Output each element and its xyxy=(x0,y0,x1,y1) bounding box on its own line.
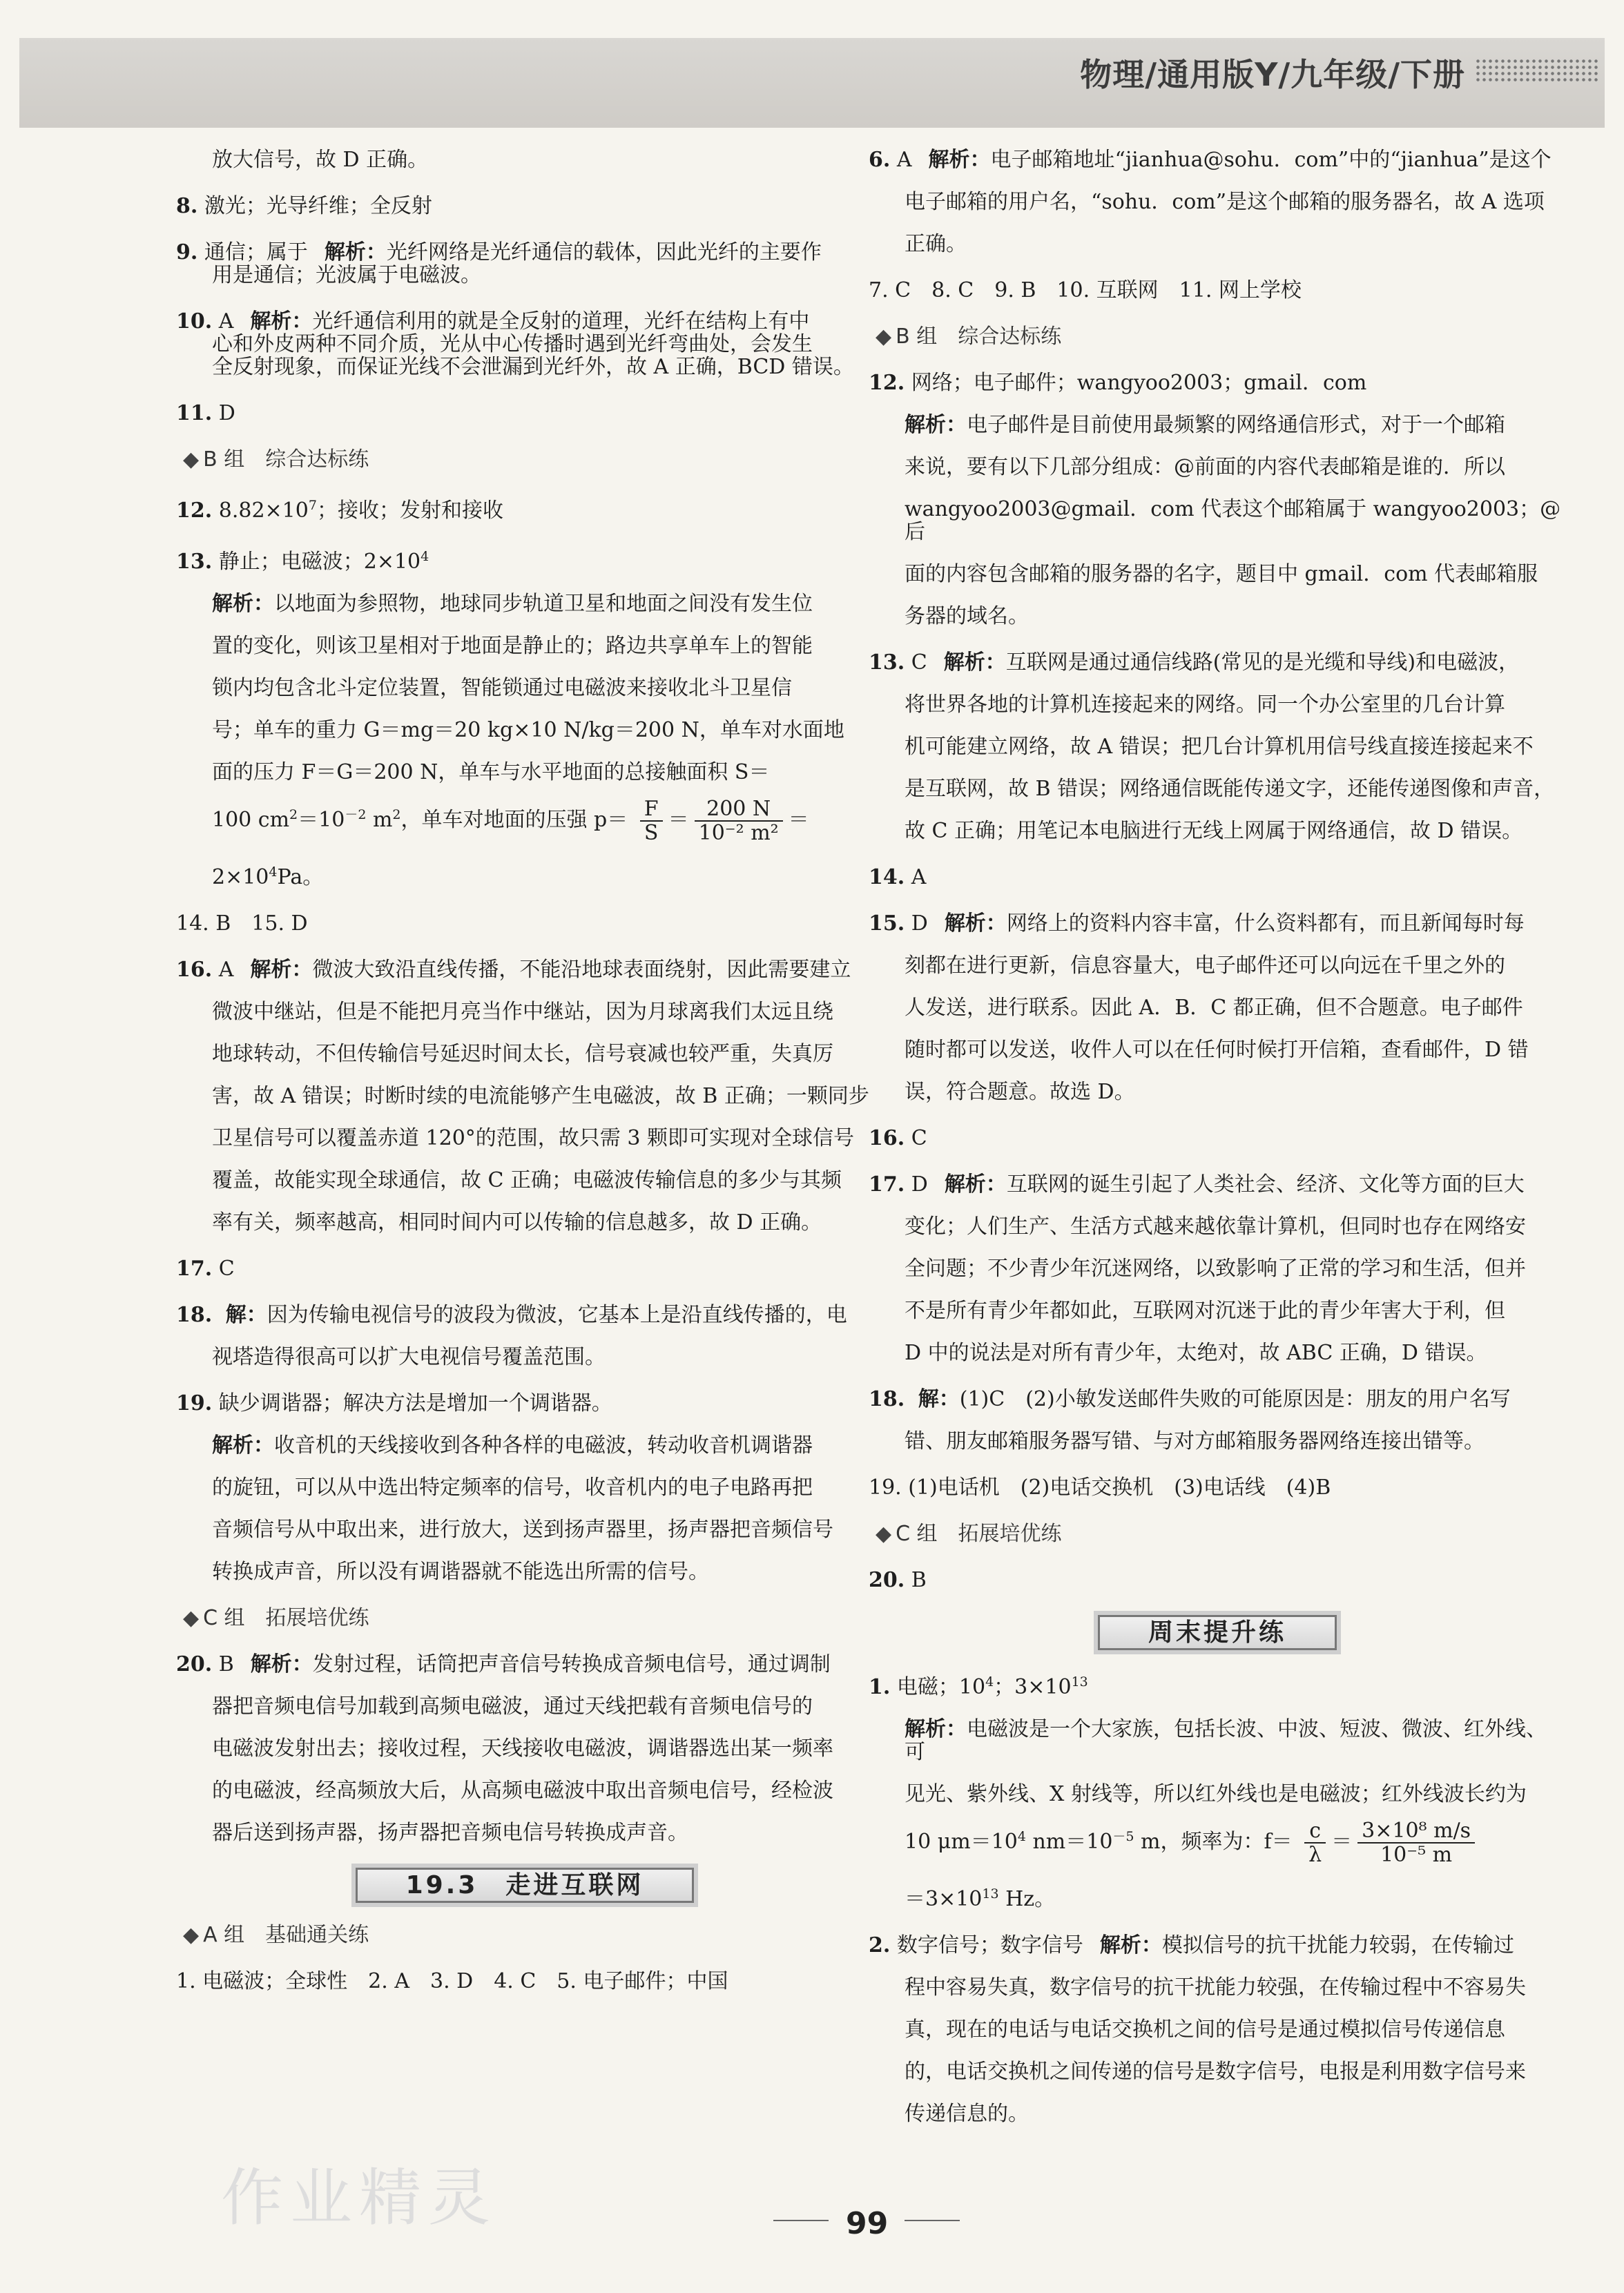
analysis-label: 解析： xyxy=(250,958,313,982)
exponent: 4 xyxy=(985,1674,994,1690)
analysis-text: 见光、紫外线、X 射线等，所以红外线也是电磁波；红外线波长约为 xyxy=(905,1782,1527,1806)
exponent: －2 xyxy=(345,807,367,822)
answer-number: 19. xyxy=(176,1391,213,1415)
formula-text: ＝3×10 xyxy=(905,1887,983,1911)
analysis-text: 地球转动，不但传输信号延迟时间太长，信号衰减也较严重，失真厉 xyxy=(212,1042,833,1066)
answer-text: C xyxy=(911,1126,927,1150)
fraction xyxy=(695,797,783,844)
answer-text: 激光；光导纤维；全反射 xyxy=(204,194,432,218)
analysis-text: 正确。 xyxy=(905,232,967,256)
analysis-label: 解析： xyxy=(905,1717,967,1741)
analysis-text: 电子邮箱地址“jianhua@sohu．com”中的“jianhua”是这个 xyxy=(990,148,1552,172)
page-number-dash-left xyxy=(773,2220,829,2221)
group-heading-c xyxy=(176,1607,873,1629)
pressure-formula-line: 100 $cm^2=10^{-2}$ $m^2$，单车对地面的压强 p＝ $\frac{F}{S}$ ＝ $\frac{200 N}{\text{10⁻² m²}}$ ＝ xyxy=(212,797,809,845)
answer-19: 19. (1)电话机 (2)电话交换机 (3)电话线 (4)B xyxy=(869,1476,1331,1500)
analysis-text: 误，符合题意。故选 D。 xyxy=(905,1080,1135,1104)
solution-text: (1)C (2)小敏发送邮件失败的可能原因是：朋友的用户名写 xyxy=(959,1387,1511,1411)
analysis-text: 人发送，进行联系。因此 A．B．C 都正确，但不合题意。电子邮件 xyxy=(905,996,1523,1020)
analysis-label: 解析： xyxy=(250,309,313,333)
answer-text: B xyxy=(911,1568,927,1592)
answer-number: 20. xyxy=(869,1568,905,1592)
answer-number: 15. xyxy=(869,911,905,936)
answer-number: 11. xyxy=(176,401,213,425)
group-title: C 组 拓展培优练 xyxy=(896,1522,1062,1546)
solution-text: 错、朋友邮箱服务器写错、与对方邮箱服务器网络连接出错等。 xyxy=(905,1429,1485,1453)
denominator: 10⁻⁵ m xyxy=(1380,1843,1453,1867)
diamond-icon: ◆ xyxy=(876,325,892,349)
section-banner-wrap xyxy=(176,1868,873,1903)
numerator: 200 N xyxy=(695,797,783,822)
analysis-text: 转换成声音，所以没有调谐器就不能选出所需的信号。 xyxy=(212,1560,709,1584)
analysis-text: 器后送到扬声器，扬声器把音频电信号转换成声音。 xyxy=(212,1821,688,1845)
diamond-icon: ◆ xyxy=(183,1923,200,1947)
answer-14 xyxy=(869,866,1566,889)
exponent: 4 xyxy=(420,549,429,564)
answer-7-11: 7. C 8. C 9. B 10. 互联网 11. 网上学校 xyxy=(869,278,1302,302)
exponent: 2 xyxy=(289,807,298,822)
answer-text: D xyxy=(911,1172,928,1197)
analysis-text: 随时都可以发送，收件人可以在任何时候打开信箱，查看邮件，D 错 xyxy=(905,1038,1529,1062)
header-dots xyxy=(1475,58,1599,81)
section-banner: 19.3 走进互联网 xyxy=(356,1868,695,1903)
analysis-text: 机可能建立网络，故 A 错误；把几台计算机用信号线直接连接起来不 xyxy=(905,735,1534,759)
analysis-text: 的旋钮，可以从中选出特定频率的信号，收音机内的电子电路再把 xyxy=(212,1476,813,1500)
answer-18 xyxy=(176,1304,873,1368)
group-heading-b xyxy=(176,448,873,471)
answer-text: A xyxy=(911,865,927,889)
answer-number: 13. xyxy=(869,650,905,675)
analysis-text: 故 C 正确；用笔记本电脑进行无线上网属于网络通信，故 D 错误。 xyxy=(905,819,1523,843)
watermark: 作业精灵 xyxy=(221,2162,497,2234)
answer-number: 17. xyxy=(176,1257,213,1281)
exponent: 13 xyxy=(982,1886,999,1902)
analysis-text: 互联网是通过通信线路(常见的是光缆和导线)和电磁波， xyxy=(1005,650,1520,675)
analysis-text: 刻都在进行更新，信息容量大，电子邮件还可以向远在千里之外的 xyxy=(905,954,1505,978)
analysis-text: 卫星信号可以覆盖赤道 120°的范围，故只需 3 颗即可实现对全球信号 xyxy=(212,1126,854,1150)
analysis-text: 电子邮箱的用户名，“sohu．com”是这个邮箱的服务器名，故 A 选项 xyxy=(905,190,1545,214)
answer-text: 网络；电子邮件；wangyoo2003；gmail．com xyxy=(911,371,1367,395)
answer-text: D xyxy=(911,911,928,936)
weekend-answer-1 xyxy=(869,1671,1566,1910)
analysis-text: 以地面为参照物，地球同步轨道卫星和地面之间没有发生位 xyxy=(274,592,813,616)
answer-20 xyxy=(176,1653,873,1844)
denominator: λ xyxy=(1308,1843,1322,1867)
analysis-text: 的，电话交换机之间传递的信号是数字信号，电报是利用数字信号来 xyxy=(905,2060,1526,2084)
answer-text: C xyxy=(218,1257,235,1281)
diamond-icon: ◆ xyxy=(183,447,200,472)
analysis-text: 不是所有青少年都如此，互联网对沉迷于此的青少年害大于利，但 xyxy=(905,1299,1505,1323)
answer-17 xyxy=(176,1257,873,1280)
answer-number: 13. xyxy=(176,550,213,574)
answer-16 xyxy=(176,958,873,1234)
answer-text: D xyxy=(218,401,235,425)
formula-text: Hz。 xyxy=(998,1887,1056,1911)
group-title: A 组 基础通关练 xyxy=(203,1923,369,1947)
answer-number: 10. xyxy=(176,309,213,333)
answer-text: 8.82×10 xyxy=(218,499,309,523)
page-number-dash-right xyxy=(905,2220,960,2221)
exponent: 4 xyxy=(1017,1829,1026,1844)
exponent: 13 xyxy=(1071,1674,1088,1690)
answer-number: 8. xyxy=(176,194,198,218)
analysis-text: 器把音频电信号加载到高频电磁波，通过天线把载有音频电信号的 xyxy=(212,1694,813,1719)
answer-text: ；接收；发射和接收 xyxy=(316,499,503,523)
answer-14-15: 14. B 15. D xyxy=(176,911,308,936)
exponent: －5 xyxy=(1112,1829,1134,1844)
answer-number: 14. xyxy=(869,865,905,889)
exponent: 4 xyxy=(269,864,278,880)
analysis-text: 面的内容包含邮箱的服务器的名字，题目中 gmail．com 代表邮箱服 xyxy=(905,562,1538,586)
solution-label: 解： xyxy=(918,1387,960,1411)
analysis-text: 率有关，频率越高，相同时间内可以传输的信息越多，故 D 正确。 xyxy=(212,1210,822,1235)
answer-text: ；3×10 xyxy=(994,1675,1072,1699)
group-heading-a xyxy=(176,1924,873,1946)
analysis-label: 解析： xyxy=(905,413,967,437)
analysis-label: 解析： xyxy=(212,592,274,616)
answer-1-5: 1. 电磁波；全球性 2. A 3. D 4. C 5. 电子邮件；中国 xyxy=(176,1969,728,1993)
answer-16 xyxy=(869,1127,1566,1150)
analysis-text: 变化；人们生产、生活方式越来越依靠计算机，但同时也存在网络安 xyxy=(905,1215,1526,1239)
answer-12 xyxy=(176,494,873,522)
formula-text: m xyxy=(366,808,393,832)
fraction xyxy=(1357,1819,1475,1866)
analysis-text: D 中的说法是对所有青少年，太绝对，故 ABC 正确，D 错误。 xyxy=(905,1341,1487,1365)
analysis-text: 全问题；不少青少年沉迷网络，以致影响了正常的学习和生活，但并 xyxy=(905,1257,1526,1281)
denominator: 10⁻² m² xyxy=(698,821,779,845)
answer-10 xyxy=(176,310,873,378)
analysis-text: 的电磁波，经高频放大后，从高频电磁波中取出音频电信号，经检波 xyxy=(212,1779,833,1803)
answer-15 xyxy=(869,912,1566,1103)
left-column xyxy=(176,148,873,2016)
answer-number: 18. xyxy=(869,1387,905,1411)
answer-text: 通信；属于 xyxy=(204,240,308,264)
analysis-text: 微波大致沿直线传播，不能沿地球表面绕射，因此需要建立 xyxy=(312,958,851,982)
answer-number: 17. xyxy=(869,1172,905,1197)
analysis-label: 解析： xyxy=(928,148,991,172)
answer-number: 2. xyxy=(869,1933,891,1957)
answer-text: A xyxy=(218,309,234,333)
group-title: B 组 综合达标练 xyxy=(896,325,1062,349)
answer-number: 1. xyxy=(869,1675,891,1699)
formula-text: 10 μm＝10 xyxy=(905,1830,1018,1854)
analysis-text: 音频信号从中取出来，进行放大，送到扬声器里，扬声器把音频信号 xyxy=(212,1518,833,1542)
analysis-text: 号；单车的重力 G＝mg＝20 kg×10 N/kg＝200 N，单车对水面地 xyxy=(212,718,844,742)
weekend-answer-2 xyxy=(869,1934,1566,2125)
section-banner-wrap xyxy=(869,1615,1566,1650)
fraction xyxy=(640,797,663,844)
analysis-label: 解析： xyxy=(944,911,1007,936)
diamond-icon: ◆ xyxy=(183,1606,200,1630)
answer-8 xyxy=(176,195,873,217)
group-title: C 组 拓展培优练 xyxy=(203,1606,369,1630)
analysis-text: 务器的域名。 xyxy=(905,604,1029,628)
answer-text: B xyxy=(218,1652,234,1676)
formula-text: nm＝10 xyxy=(1025,1830,1113,1854)
exponent: 7 xyxy=(308,498,317,513)
analysis-text: 用是通信；光波属于电磁波。 xyxy=(212,263,481,287)
answer-number: 9. xyxy=(176,240,198,264)
section-banner: 周末提升练 xyxy=(1098,1615,1337,1650)
analysis-text: 光纤网络是光纤通信的载体，因此光纤的主要作 xyxy=(386,240,822,264)
answer-text: 电磁；10 xyxy=(896,1675,986,1699)
answer-text: 缺少调谐器；解决方法是增加一个调谐器。 xyxy=(218,1391,612,1415)
analysis-label: 解析： xyxy=(212,1433,274,1458)
group-heading-c xyxy=(869,1522,1566,1545)
analysis-text: 光纤通信利用的就是全反射的道理，光纤在结构上有中 xyxy=(312,309,810,333)
answer-20 xyxy=(869,1569,1566,1591)
answer-text: C xyxy=(911,650,927,675)
analysis-label: 解析： xyxy=(944,1172,1007,1197)
group-heading-b xyxy=(869,325,1566,348)
page-number: 99 xyxy=(846,2206,889,2241)
solution-text: 因为传输电视信号的波段为微波，它基本上是沿直线传播的，电 xyxy=(267,1303,847,1327)
analysis-text: 传递信息的。 xyxy=(905,2102,1029,2126)
answer-text: 静止；电磁波；2×10 xyxy=(218,550,421,574)
denominator: S xyxy=(644,821,659,845)
answer-number: 6. xyxy=(869,148,891,172)
answer-number: 12. xyxy=(869,371,905,395)
analysis-text: 模拟信号的抗干扰能力较弱，在传输过 xyxy=(1161,1933,1514,1957)
diamond-icon: ◆ xyxy=(876,1522,892,1546)
analysis-text: 电磁波发射出去；接收过程，天线接收电磁波，调谐器选出某一频率 xyxy=(212,1736,833,1761)
answer-number: 18. xyxy=(176,1303,213,1327)
fraction xyxy=(1304,1819,1326,1866)
analysis-text: 锁内均包含北斗定位装置，智能锁通过电磁波来接收北斗卫星信 xyxy=(212,676,792,700)
solution-label: 解： xyxy=(225,1303,267,1327)
analysis-text: 互联网的诞生引起了人类社会、经济、文化等方面的巨大 xyxy=(1006,1172,1525,1197)
analysis-label: 解析： xyxy=(1099,1933,1162,1957)
answer-17 xyxy=(869,1173,1566,1364)
numerator: F xyxy=(640,797,663,822)
frequency-formula-line: 10 $\mu m=10^4$ $nm=10^{-5}$ m，频率为：f＝ $\frac{c}{\lambda}$ ＝ $\frac{\text{3×10⁸ m/s}}{\text{10⁻⁵ m}}$ xyxy=(869,1819,1566,1866)
answer-6 xyxy=(869,148,1566,255)
analysis-text: 面的压力 F＝G＝200 N，单车与水平地面的总接触面积 S＝ xyxy=(212,760,770,784)
formula-text: 100 cm xyxy=(212,808,290,832)
exponent: 2 xyxy=(392,807,401,822)
answer-9 xyxy=(176,241,873,287)
header-title: 物理/通用版Y/九年级/下册 xyxy=(1080,56,1465,93)
answer-text: A xyxy=(218,958,234,982)
analysis-text: 是互联网，故 B 错误；网络通信既能传递文字，还能传递图像和声音， xyxy=(905,777,1555,801)
analysis-label: 解析： xyxy=(324,240,387,264)
group-title: B 组 综合达标练 xyxy=(203,447,369,472)
answer-text: A xyxy=(896,148,912,172)
answer-line: 放大信号，故 D 正确。 xyxy=(212,148,429,172)
analysis-text: 电磁波是一个大家族，包括长波、中波、短波、微波、红外线、可 xyxy=(905,1717,1547,1764)
analysis-text: 微波中继站，但是不能把月亮当作中继站，因为月球离我们太远且绕 xyxy=(212,1000,833,1024)
answer-18 xyxy=(869,1388,1566,1453)
formula-text: m，频率为：f＝ xyxy=(1134,1830,1293,1854)
answer-number: 16. xyxy=(176,958,213,982)
formula-text: 2×10 xyxy=(212,865,269,889)
analysis-text: 全反射现象，而保证光线不会泄漏到光纤外，故 A 正确，BCD 错误。 xyxy=(212,355,854,379)
answer-19 xyxy=(176,1392,873,1583)
analysis-text: 程中容易失真，数字信号的抗干扰能力较强，在传输过程中不容易失 xyxy=(905,1975,1526,2000)
analysis-text: 电子邮件是目前使用最频繁的网络通信形式，对于一个邮箱 xyxy=(967,413,1505,437)
numerator: 3×10⁸ m/s xyxy=(1357,1819,1475,1844)
analysis-text: 发射过程，话筒把声音信号转换成音频电信号，通过调制 xyxy=(312,1652,831,1676)
analysis-text: 网络上的资料内容丰富，什么资料都有，而且新闻每时每 xyxy=(1006,911,1525,936)
answer-number: 16. xyxy=(869,1126,905,1150)
analysis-label: 解析： xyxy=(943,650,1006,675)
formula-text: Pa。 xyxy=(277,865,324,889)
analysis-text: 真，现在的电话与电话交换机之间的信号是通过模拟信号传递信息 xyxy=(905,2018,1505,2042)
analysis-text: 置的变化，则该卫星相对于地面是静止的；路边共享单车上的智能 xyxy=(212,634,813,658)
numerator: c xyxy=(1304,1819,1326,1844)
analysis-label: 解析： xyxy=(250,1652,313,1676)
answer-number: 12. xyxy=(176,499,213,523)
answer-11 xyxy=(176,402,873,425)
answer-13 xyxy=(176,545,873,889)
formula-text: ，单车对地面的压强 p＝ xyxy=(400,808,628,832)
analysis-text: wangyoo2003@gmail．com 代表这个邮箱属于 wangyoo2003；@后 xyxy=(905,497,1561,544)
answer-number: 20. xyxy=(176,1652,213,1676)
solution-text: 视塔造得很高可以扩大电视信号覆盖范围。 xyxy=(212,1345,606,1369)
analysis-text: 害，故 A 错误；时断时续的电流能够产生电磁波，故 B 正确；一颗同步 xyxy=(212,1084,869,1108)
answer-text: 数字信号；数字信号 xyxy=(896,1933,1083,1957)
answer-13 xyxy=(869,651,1566,842)
analysis-text: 将世界各地的计算机连接起来的网络。同一个办公室里的几台计算 xyxy=(905,693,1505,717)
answer-12 xyxy=(869,371,1566,628)
analysis-text: 收音机的天线接收到各种各样的电磁波，转动收音机调谐器 xyxy=(274,1433,813,1458)
analysis-text: 心和外皮两种不同介质，光从中心传播时遇到光纤弯曲处，会发生 xyxy=(212,332,813,356)
analysis-text: 覆盖，故能实现全球通信，故 C 正确；电磁波传输信息的多少与其频 xyxy=(212,1168,842,1192)
analysis-text: 来说，要有以下几部分组成：@前面的内容代表邮箱是谁的．所以 xyxy=(905,455,1505,479)
right-column xyxy=(869,148,1566,2149)
formula-text: ＝10 xyxy=(298,808,345,832)
